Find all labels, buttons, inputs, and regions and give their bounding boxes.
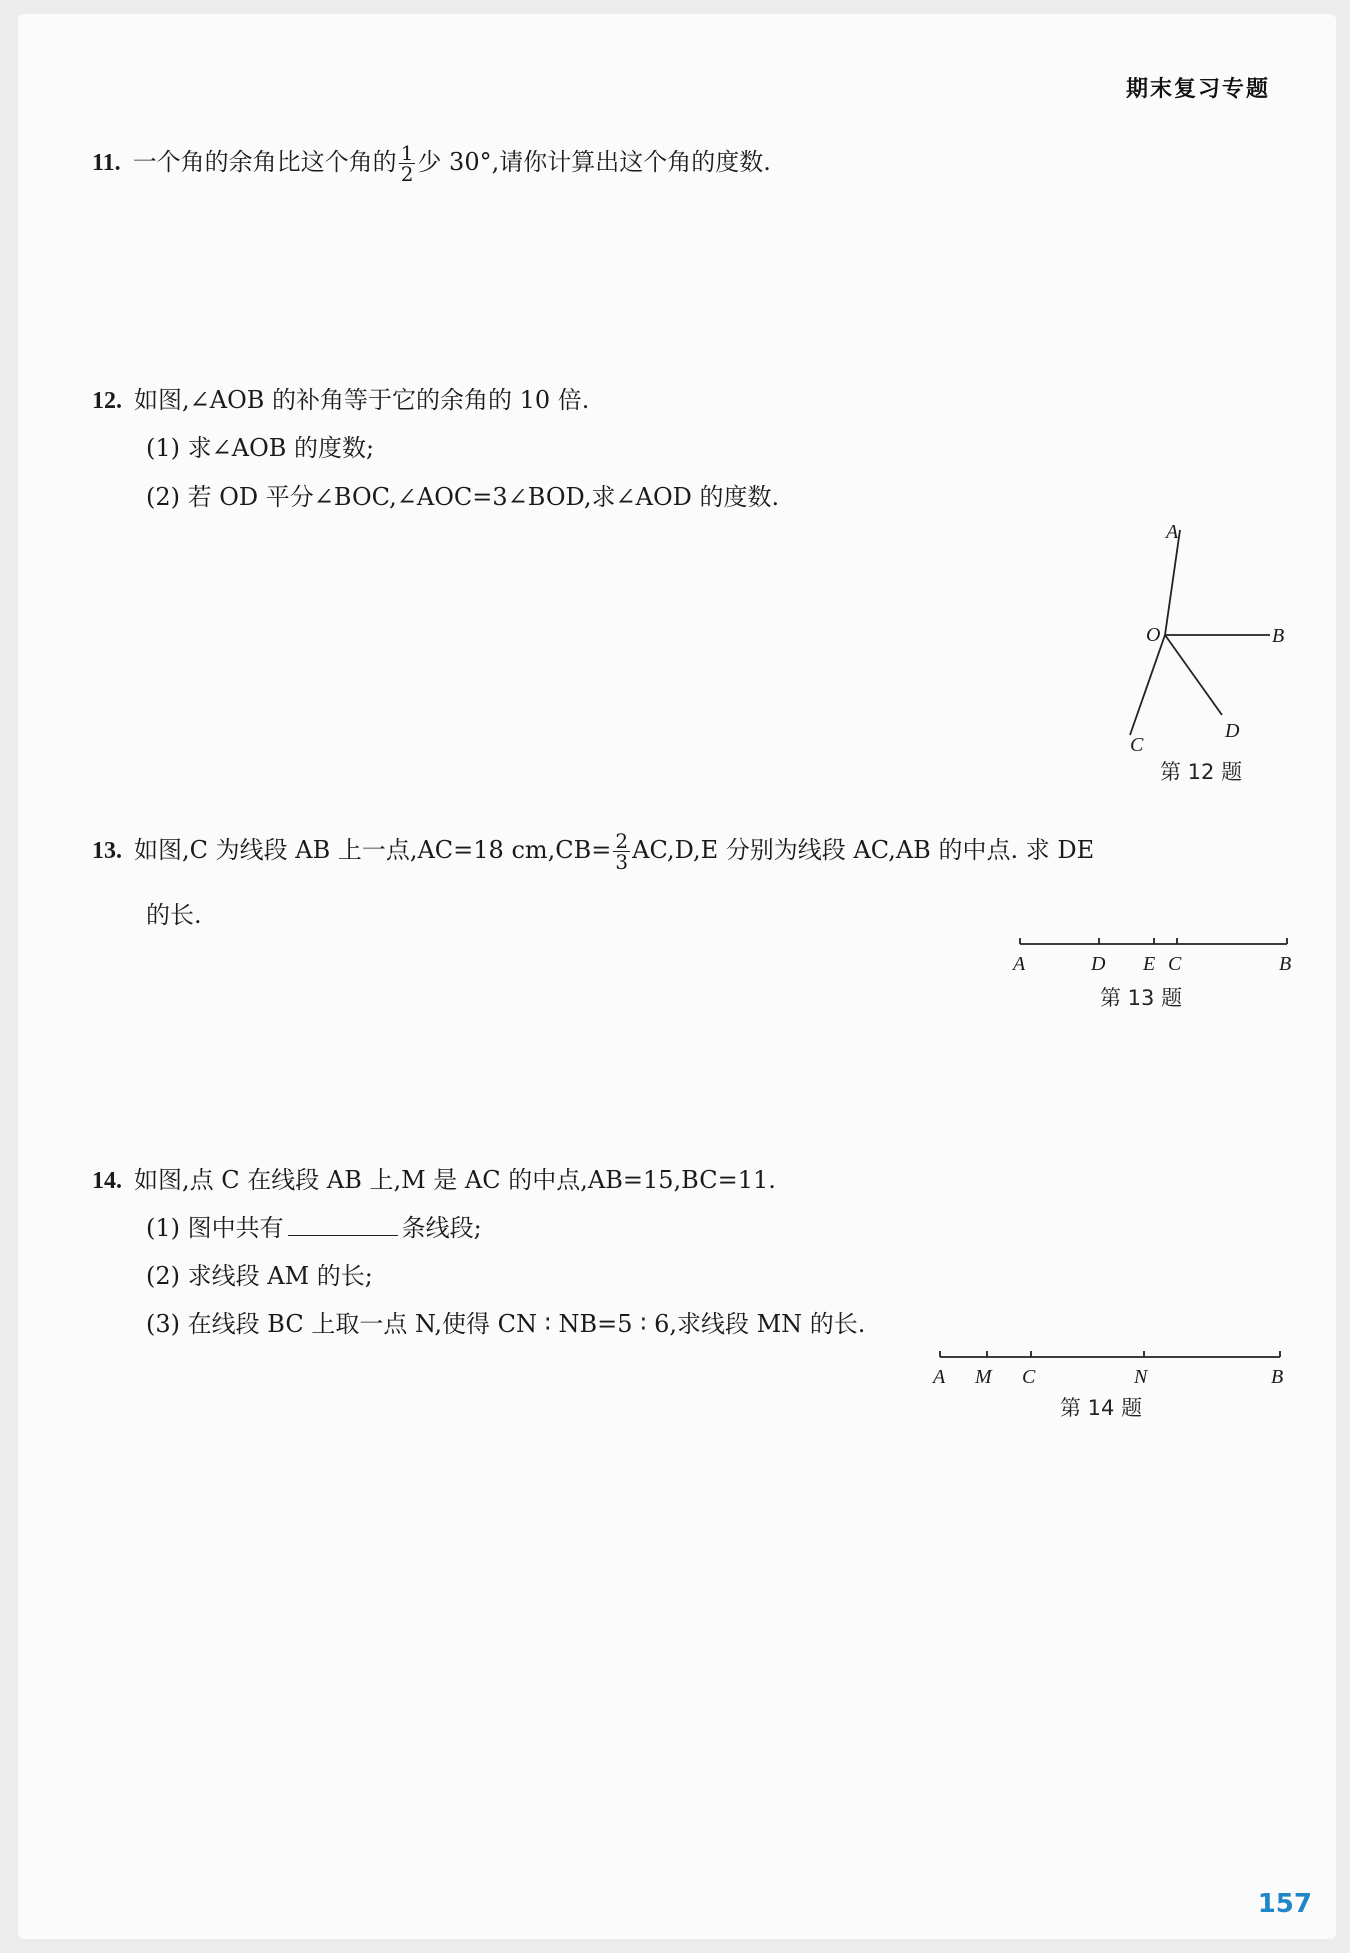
question-13 xyxy=(92,830,1094,872)
page-number: 157 xyxy=(1257,1889,1312,1919)
point-label-c: C xyxy=(1022,1366,1036,1388)
fraction xyxy=(613,831,630,872)
question-14 xyxy=(92,1160,776,1195)
fraction xyxy=(399,143,416,184)
figure-13-caption: 第 13 题 xyxy=(1100,986,1183,1010)
question-text: 一个角的余角比这个角的 xyxy=(132,148,397,176)
fraction-numerator: 2 xyxy=(615,829,629,853)
question-13-continuation: 的长. xyxy=(146,901,202,929)
question-number: 14. xyxy=(92,1168,122,1194)
point-label-d: D xyxy=(1091,953,1106,975)
question-text: 如图,点 C 在线段 AB 上,M 是 AC 的中点,AB=15,BC=11. xyxy=(134,1166,776,1194)
question-11 xyxy=(92,142,771,184)
part-text: (1) 图中共有 xyxy=(146,1214,284,1242)
fraction-denominator: 3 xyxy=(615,850,629,874)
question-number: 12. xyxy=(92,388,122,414)
question-text: 少 30°,请你计算出这个角的度数. xyxy=(417,148,771,176)
question-text: 如图,C 为线段 AB 上一点,AC=18 cm,CB= xyxy=(134,836,612,864)
question-number: 13. xyxy=(92,838,122,864)
point-label-c: C xyxy=(1130,734,1144,755)
point-label-e: E xyxy=(1143,953,1156,975)
part-text: 条线段; xyxy=(401,1214,482,1242)
point-label-a: A xyxy=(933,1366,946,1388)
question-text: 如图,∠AOB 的补角等于它的余角的 10 倍. xyxy=(134,386,590,414)
point-label-n: N xyxy=(1134,1366,1148,1388)
question-12-part-2: (2) 若 OD 平分∠BOC,∠AOC=3∠BOD,求∠AOD 的度数. xyxy=(146,483,780,511)
question-14-part-3: (3) 在线段 BC 上取一点 N,使得 CN ∶ NB=5 ∶ 6,求线段 MN 的长. xyxy=(146,1310,866,1338)
fraction-denominator: 2 xyxy=(400,162,414,186)
point-label-c: C xyxy=(1168,953,1182,975)
point-label-d: D xyxy=(1225,720,1240,742)
question-number: 11. xyxy=(92,150,121,176)
question-12 xyxy=(92,380,589,415)
question-14-part-1 xyxy=(146,1208,482,1243)
figure-14-segment xyxy=(925,1343,1300,1391)
point-label-b: B xyxy=(1279,953,1292,975)
point-label-o: O xyxy=(1146,624,1161,646)
point-label-b: B xyxy=(1272,625,1285,647)
section-title: 期末复习专题 xyxy=(1125,77,1270,102)
fraction-numerator: 1 xyxy=(400,141,414,165)
point-label-b: B xyxy=(1271,1366,1284,1388)
point-label-a: A xyxy=(1013,953,1026,975)
point-label-m: M xyxy=(975,1366,992,1388)
figure-12-caption: 第 12 题 xyxy=(1160,760,1243,784)
figure-13-segment xyxy=(1005,930,1300,978)
point-label-a: A xyxy=(1166,521,1179,543)
answer-blank xyxy=(288,1215,398,1236)
question-14-part-2: (2) 求线段 AM 的长; xyxy=(146,1262,373,1290)
question-12-part-1: (1) 求∠AOB 的度数; xyxy=(146,434,375,462)
figure-14-caption: 第 14 题 xyxy=(1060,1396,1143,1420)
question-text: AC,D,E 分别为线段 AC,AB 的中点. 求 DE xyxy=(632,836,1095,864)
figure-12-angles xyxy=(1110,515,1300,755)
